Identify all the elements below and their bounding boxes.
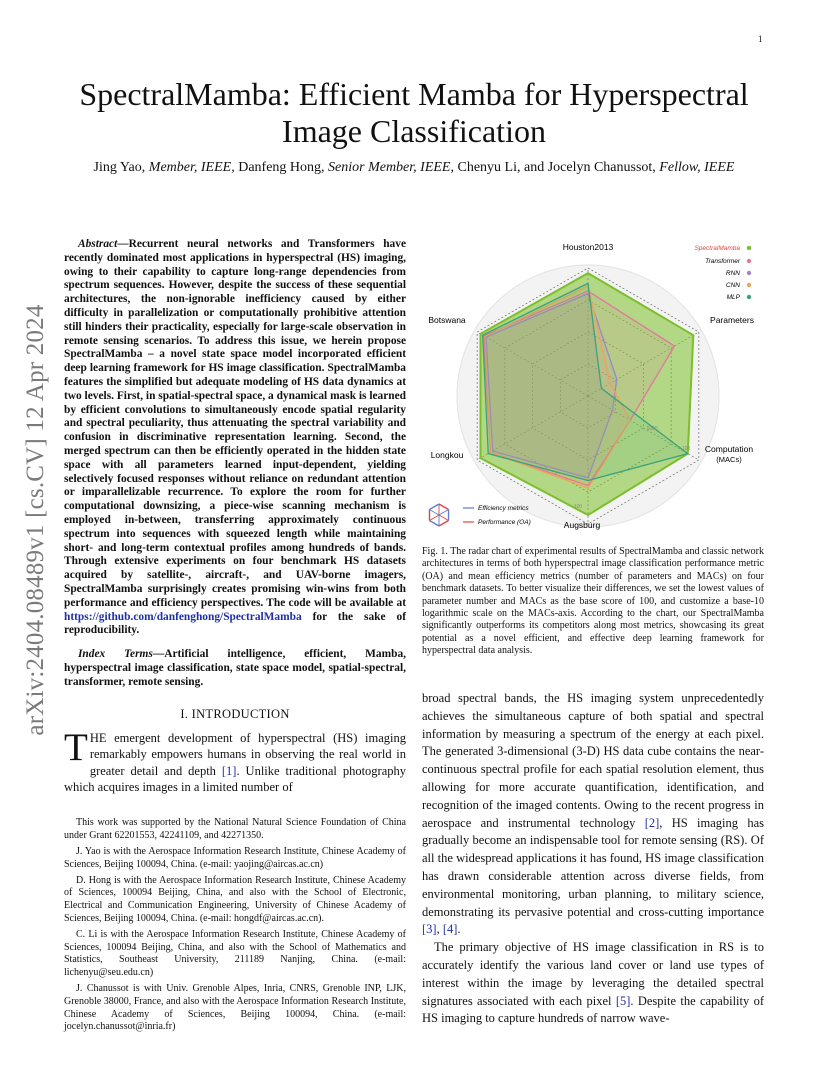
author-name: Chenyu Li, and Jocelyn Chanussot, <box>453 160 660 175</box>
citation-link[interactable]: [5] <box>615 993 631 1008</box>
right-column <box>422 690 764 1028</box>
legend-label-cnn: CNN <box>725 282 740 289</box>
footnote: J. Chanussot is with Univ. Grenoble Alpes, Inria, CNRS, Grenoble INP, LJK, Grenoble 38000, France, and also with the Aerospace Information Research Institute, Chinese Academy of Sciences, Beijing 100094, China. (e-mail: jocelyn.chanussot@inria.fr) <box>64 982 406 1033</box>
abstract <box>64 238 406 638</box>
footnote: J. Yao is with the Aerospace Information Research Institute, Chinese Academy of Sciences, Beijing 100094, China. (e-mail: yaojing@aircas.ac.cn) <box>64 846 406 870</box>
footnote: D. Hong is with the Aerospace Information Research Institute, Chinese Academy of Sciences, 100094 Beijing, China, and also with the School of Electronic, Electrical and Communication Engineering, University of Chinese Academy of Sciences, Beijing 100094, China. (e-mail: hongdf@aircas.ac.cn). <box>64 874 406 924</box>
hexagon-spoke <box>429 515 439 521</box>
efficiency-legend-label: Efficiency metrics <box>478 505 529 512</box>
tick-label: 1000 <box>646 426 658 432</box>
axis-label-parameters: Parameters <box>710 315 754 325</box>
legend-marker-spectralmamba <box>747 246 751 250</box>
author-name: Danfeng Hong, <box>234 160 329 175</box>
title-line-1: SpectralMamba: Efficient Mamba for Hyperspectral <box>79 76 749 112</box>
footnotes <box>64 817 406 1034</box>
footnote: C. Li is with the Aerospace Information Research Institute, Chinese Academy of Sciences, 100094 Beijing, China, and also with the School of Mathematics and Statistics, Southeast University, 211189 Nanjing, China. (e-mail: lichenyu@seu.edu.cn) <box>64 928 406 979</box>
tick-label: 100 <box>681 446 691 452</box>
section-heading: I. INTRODUCTION <box>180 706 290 721</box>
code-link[interactable]: https://github.com/danfenghong/SpectralMamba <box>64 610 302 623</box>
hexagon-edge <box>429 521 439 527</box>
citation-separator: , <box>436 922 443 937</box>
citation-link[interactable]: [3] <box>422 922 437 937</box>
body-text: . Despite the capability of HS imaging to capture hundreds of narrow wave- <box>422 993 764 1026</box>
intro-text: emergent development of hyperspectral (HS) imaging remarkably empowers humans in observing the real world in greater detail and depth <box>89 730 406 778</box>
hexagon-edge <box>439 521 449 527</box>
hexagon-spoke <box>429 510 439 516</box>
legend-marker-cnn <box>747 283 751 287</box>
hexagon-spoke <box>439 515 449 521</box>
performance-legend-label: Performance (OA) <box>478 519 531 526</box>
abstract-end: for the sake of reproducibility. <box>64 610 406 637</box>
hexagon-icon <box>429 504 448 526</box>
citation-link[interactable]: [2] <box>644 815 660 830</box>
footnote: This work was supported by the National Natural Science Foundation of China under Grant 62201553, 42241109, and 42271350. <box>64 817 406 842</box>
chart-legend <box>694 245 751 301</box>
title-line-2: Image Classification <box>282 113 546 149</box>
axis-label-computation: Computation <box>704 444 754 454</box>
index-terms-label: Index Terms <box>78 648 153 661</box>
body-text: The primary objective of HS image classification in RS is to accurately identify the various land cover or land use types of interest within the image by leveraging the detailed spectral signatures associated with each pixel <box>422 940 764 1008</box>
abstract-text: —Recurrent neural networks and Transformers have recently dominated most applications in hyperspectral (HS) imaging, owing to their capability to capture long-range dependencies from spectrum sequences. However, despite the success of these sequential architectures, the non-ignorable inefficiency caused by either difficulty in parallelization or computationally prohibitive attention still hinders their practicality, especially for large-scale observation in remote sensing scenarios. To address this issue, we herein propose SpectralMamba – a novel state space model incorporated efficient deep learning framework for HS image classification. SpectralMamba features the simplified but adequate modeling of HS data dynamics at two levels. First, in spatial-spectral space, a dynamical mask is learned by efficient convolutions to simultaneously encode spatial regularity and spectral peculiarity, thus attenuating the spectral variability and confusion in discriminative representation learning. Second, the merged spectrum can then be efficiently operated in the hidden state space with all parameters learned input-dependent, yielding selectively focused responses without reliance on redundant attention or imparallelizable recurrence. To explore the room for further computational downsizing, a piece-wise scanning mechanism is employed in-between, transferring approximately continuous spectrum into sequences with squeezed length while maintaining short- and long-term contextual profiles among hundreds of bands. Through extensive experiments on four benchmark HS datasets acquired by satellite-, aircraft-, and UAV-borne imagers, SpectralMamba surprisingly creates promising win-wins from both performance and efficiency perspectives. The code will be available at <box>64 238 407 609</box>
author-name: Jing Yao, <box>93 160 149 175</box>
left-column <box>64 238 406 1037</box>
axis-label-macs: (MACs) <box>716 455 742 464</box>
intro-text: . Unlike traditional photography which acquires images in a limited number of <box>64 763 407 795</box>
author-role: Member, IEEE, <box>148 160 235 175</box>
legend-label-spectralmamba: SpectralMamba <box>694 245 740 252</box>
axis-label-houston: Houston2013 <box>562 242 614 252</box>
figure-caption: Fig. 1. The radar chart of experimental results of SpectralMamba and classic network architectures in terms of both hyperspectral image classification performance metric (OA) and mean efficiency metrics (number of parameters and MACs) on four benchmark datasets. To better visualize their differences, we set the lowest values of parameter number and MACs as the base score of 100, and customize a base-10 logarithmic scale on the MACs-axis. According to the chart, our SpectralMamba significantly outperforms its competitors along most metrics, showcasing its great potential as a novel efficient, and effective deep learning framework for hyperspectral data analysis. <box>422 546 764 657</box>
hexagon-edge <box>429 504 439 510</box>
tick-label: 100 <box>573 504 583 510</box>
body-text: , HS imaging has gradually become an indispensable tool for remote sensing (RS). Of all the widespread applications it has found, HS image classification has drawn considerable attention across diverse fields, from environmental monitoring, urban planning, to military science, demonstrating its pervasive potential and cross-cutting importance <box>422 815 764 919</box>
axis-label-botswana: Botswana <box>428 315 466 325</box>
author-role: Fellow, IEEE <box>659 160 735 175</box>
index-terms-text: —Artificial intelligence, efficient, Mamba, hyperspectral image classification, state space model, spatial-spectral, transformer, remote sensing. <box>64 648 406 688</box>
legend-label-rnn: RNN <box>725 270 740 277</box>
body-text: . <box>457 922 461 937</box>
body-text: broad spectral bands, the HS imaging system unprecedentedly achieves the simultaneous capture of both spatial and spectral information by measuring a spectrum of the energy at each pixel. The generated 3-dimensional (3-D) HS data cube contains the near-continuous spectral profile for each spatial resolution element, thus allowing for more accurate quantification, identification, and recognition of the imaged contents. Owing to the recent progress in aerospace and instrumental technology <box>422 691 764 830</box>
hexagon-spoke <box>439 510 449 516</box>
paper-title <box>60 76 768 150</box>
legend-marker-transformer <box>747 259 751 263</box>
legend-marker-mlp <box>747 295 751 299</box>
metric-legend <box>429 504 530 526</box>
axis-label-augsburg: Augsburg <box>563 520 601 530</box>
legend-label-transformer: Transformer <box>705 258 740 265</box>
legend-marker-rnn <box>747 271 751 275</box>
page-number: 1 <box>758 34 763 44</box>
hexagon-edge <box>439 504 449 510</box>
body-paragraph <box>422 690 764 939</box>
citation-link[interactable]: [4] <box>442 922 458 937</box>
intro-caps: HE <box>89 730 107 745</box>
citation-link[interactable]: [1] <box>221 763 237 778</box>
author-list <box>40 160 788 176</box>
radar-chart <box>420 236 766 532</box>
author-role: Senior Member, IEEE, <box>328 160 454 175</box>
axis-label-longkou: Longkou <box>430 450 464 460</box>
abstract-label: Abstract <box>78 238 118 250</box>
drop-cap: T <box>64 725 88 769</box>
intro-paragraph <box>64 725 407 796</box>
index-terms <box>64 648 406 689</box>
body-paragraph <box>422 939 764 1028</box>
legend-label-mlp: MLP <box>726 294 740 301</box>
arxiv-stamp: arXiv:2404.08489v1 [cs.CV] 12 Apr 2024 <box>22 304 49 736</box>
